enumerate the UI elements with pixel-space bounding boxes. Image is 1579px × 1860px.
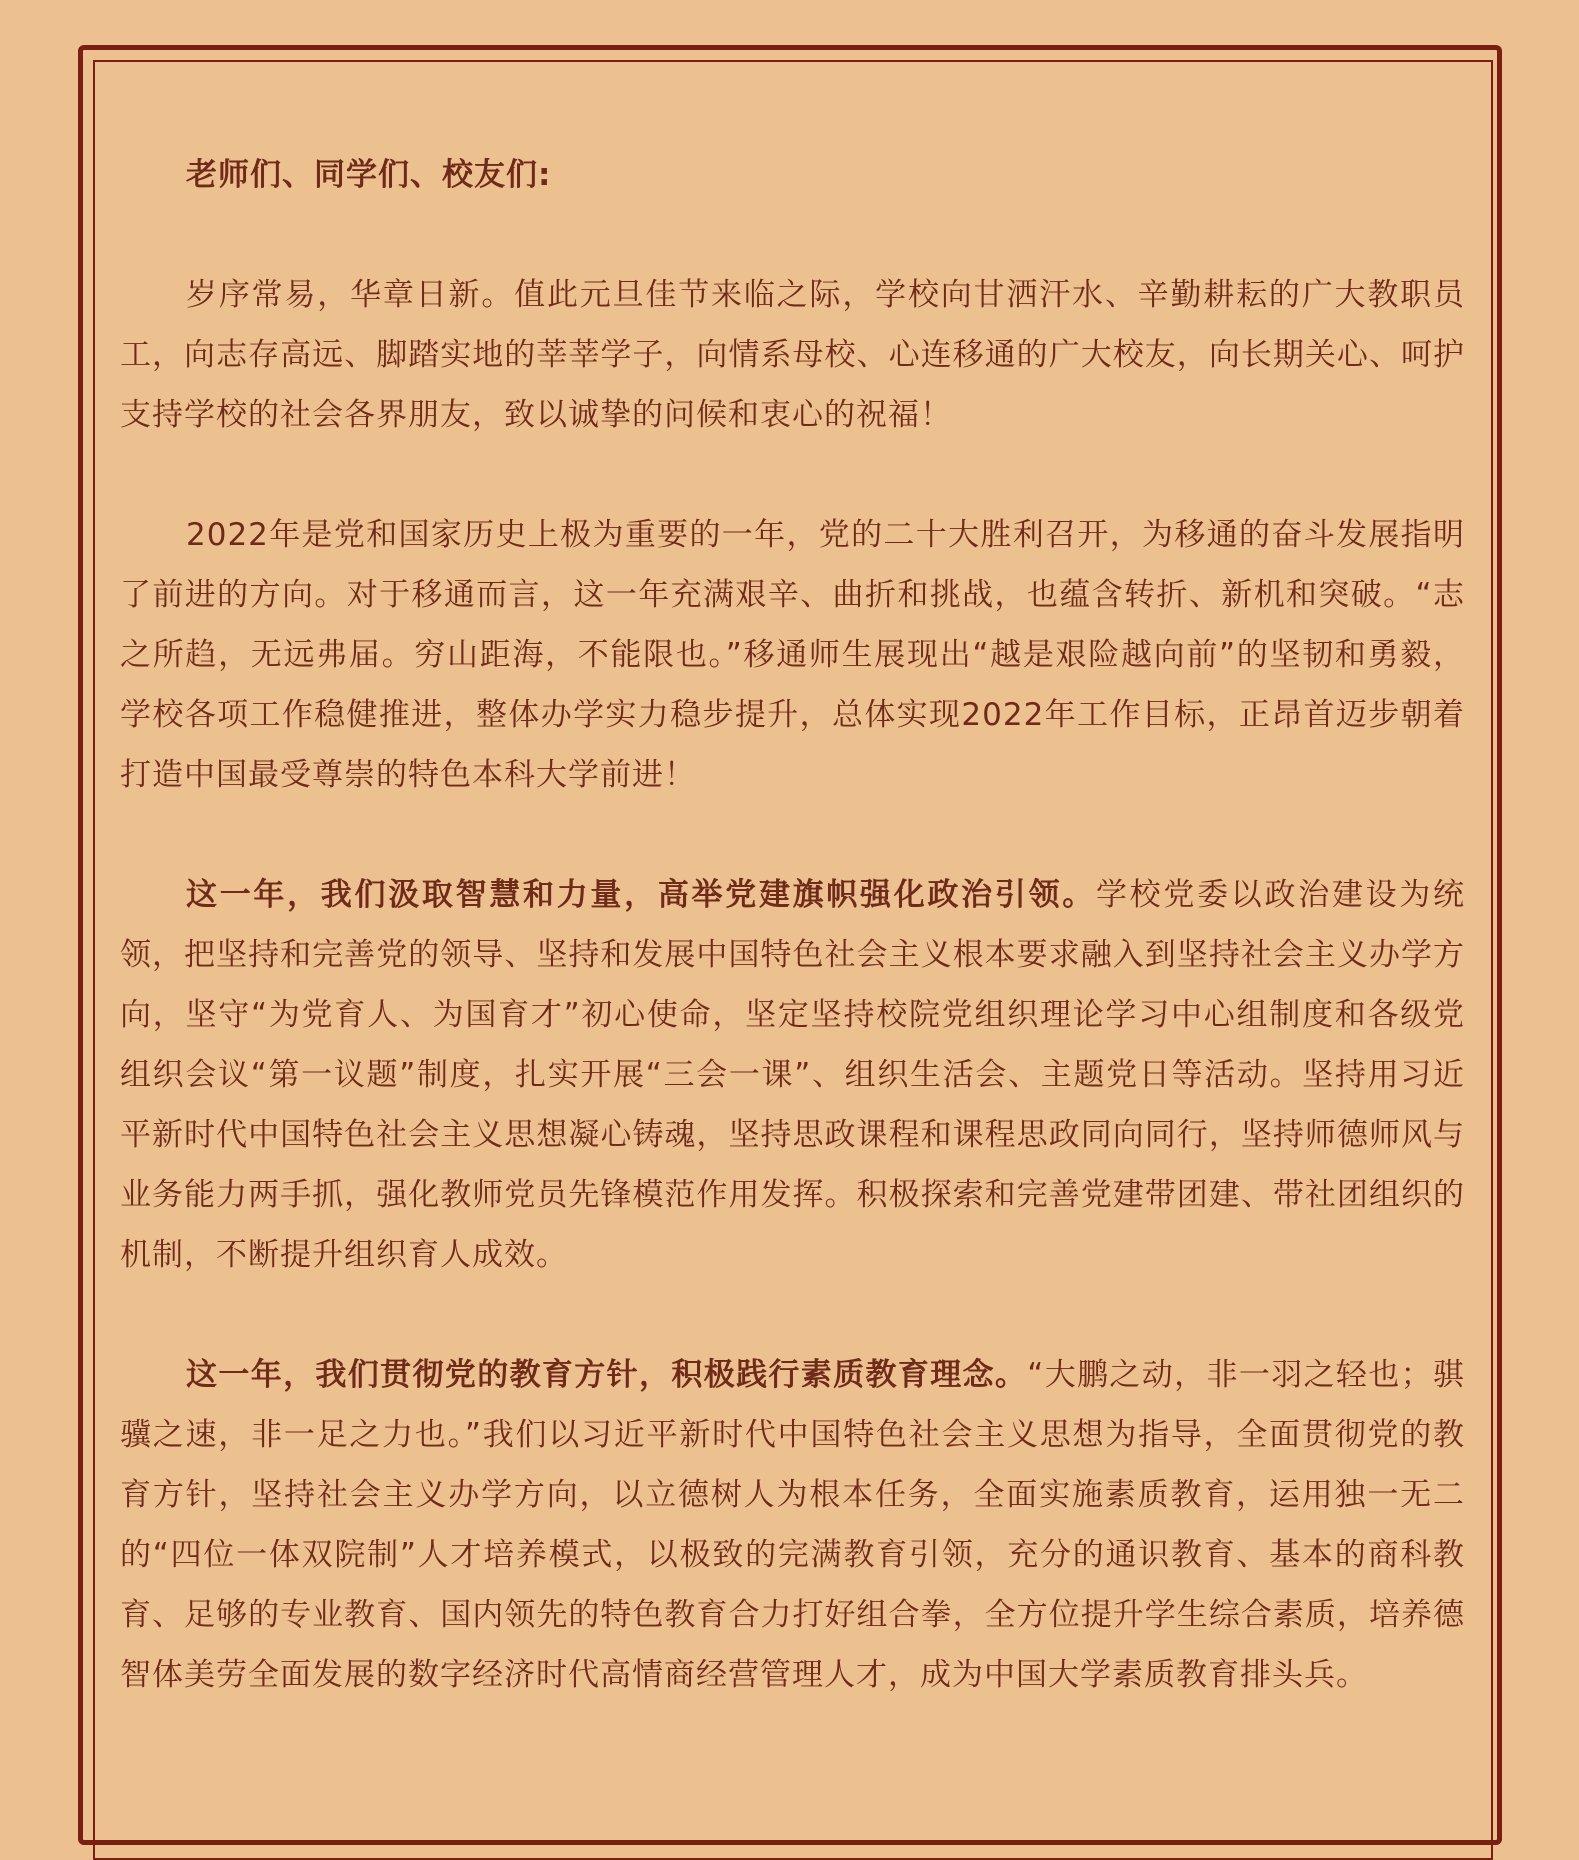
paragraph-lead: 这一年，我们贯彻党的教育方针，积极践行素质教育理念。 [186, 1357, 1028, 1393]
paragraph-party-building [120, 865, 1465, 1285]
paragraph-education-policy [120, 1345, 1465, 1705]
paragraph-text: 学校党委以政治建设为统领，把坚持和完善党的领导、坚持和发展中国特色社会主义根本要求融入到坚持社会主义办学方向，坚守“为党育人、为国育才”初心使命，坚定坚持校院党组织理论学习中心组制度和各级党组织会议“第一议题”制度，扎实开展“三会一课”、组织生活会、主题党日等活动。坚持用习近平新时代中国特色社会主义思想凝心铸魂，坚持思政课程和课程思政同向同行，坚持师德师风与业务能力两手抓，强化教师党员先锋模范作用发挥。积极探索和完善党建带团建、带社团组织的机制，不断提升组织育人成效。 [120, 877, 1466, 1273]
paragraph-2022-review: 2022年是党和国家历史上极为重要的一年，党的二十大胜利召开，为移通的奋斗发展指明了前进的方向。对于移通而言，这一年充满艰辛、曲折和挑战，也蕴含转折、新机和突破。“志之所趋，无远弗届。穷山距海，不能限也。”移通师生展现出“越是艰险越向前”的坚韧和勇毅，学校各项工作稳健推进，整体办学实力稳步提升，总体实现2022年工作目标，正昂首迈步朝着打造中国最受尊崇的特色本科大学前进！ [120, 517, 1465, 793]
paragraph-text: “大鹏之动，非一羽之轻也；骐骥之速，非一足之力也。”我们以习近平新时代中国特色社会主义思想为指导，全面贯彻党的教育方针，坚持社会主义办学方向，以立德树人为根本任务，全面实施素质教育，运用独一无二的“四位一体双院制”人才培养模式，以极致的完满教育引领，充分的通识教育、基本的商科教育、足够的专业教育、国内领先的特色教育合力打好组合拳，全方位提升学生综合素质，培养德智体美劳全面发展的数字经济时代高情商经营管理人才，成为中国大学素质教育排头兵。 [120, 1357, 1466, 1693]
letter-body [120, 145, 1465, 1765]
paragraph-lead: 这一年，我们汲取智慧和力量，高举党建旗帜强化政治引领。 [186, 877, 1096, 913]
letter-greeting: 老师们、同学们、校友们: [186, 157, 552, 193]
paragraph-new-year-wishes: 岁序常易，华章日新。值此元旦佳节来临之际，学校向甘洒汗水、辛勤耕耘的广大教职员工，向志存高远、脚踏实地的莘莘学子，向情系母校、心连移通的广大校友，向长期关心、呵护支持学校的社会各界朋友，致以诚挚的问候和衷心的祝福！ [120, 277, 1465, 433]
